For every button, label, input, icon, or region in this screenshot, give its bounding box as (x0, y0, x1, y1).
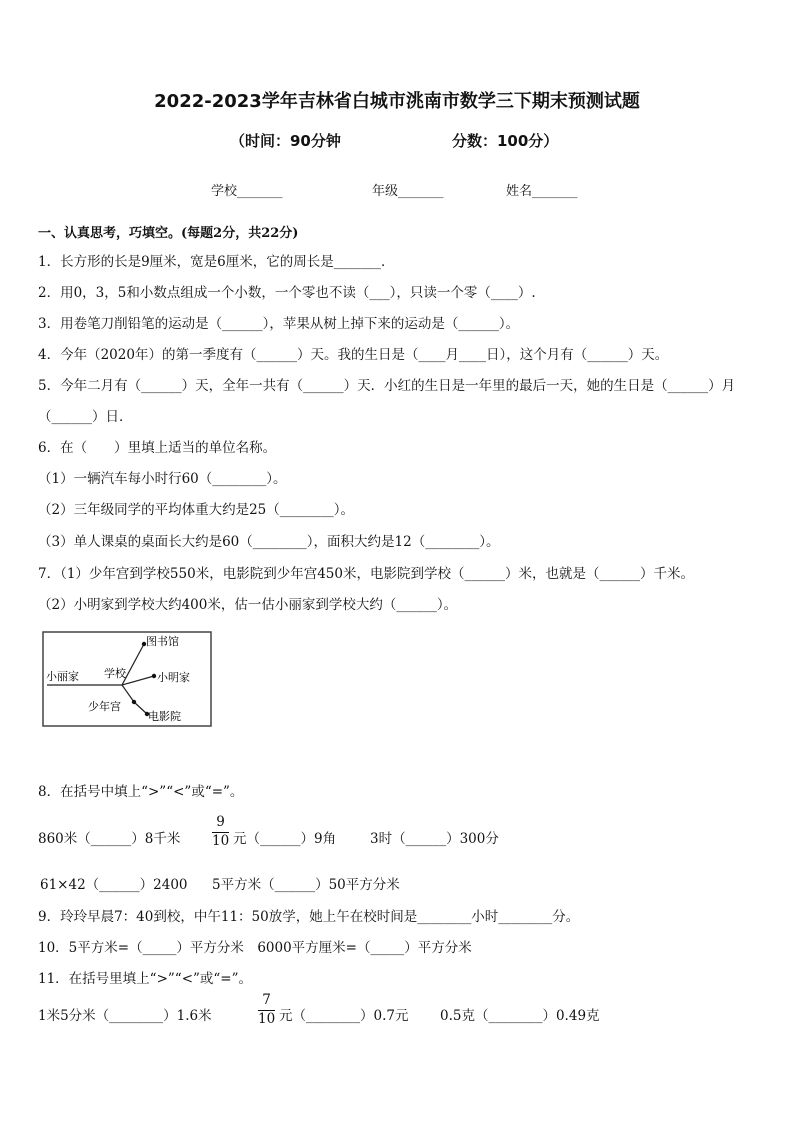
q8-fraction (212, 816, 229, 848)
road-youth-cinema (134, 702, 147, 714)
question-11: 11．在括号里填上“>”“<”或“=”。 (38, 971, 253, 987)
school-label: 学校 (104, 667, 126, 680)
road-school-youth (122, 685, 134, 702)
q8-item-b: 元（______）9角 (233, 831, 337, 847)
q11-fraction-numerator: 7 (258, 994, 275, 1011)
school-field: 学校_______ (211, 184, 283, 199)
q11-item-b: 元（________）0.7元 (279, 1008, 409, 1024)
q8-fraction-numerator: 9 (212, 816, 229, 833)
xiaoming-label: 小明家 (157, 671, 190, 684)
question-8: 8．在括号中填上“>”“<”或“=”。 (38, 784, 244, 800)
q8-item-d: 61×42（______）2400 (40, 877, 188, 893)
question-3: 3．用卷笔刀削铅笔的运动是（______），苹果从树上掉下来的运动是（______）。 (38, 316, 520, 332)
name-field: 姓名_______ (506, 184, 578, 199)
library-label: 图书馆 (146, 635, 179, 648)
question-10: 10．5平方米=（_____）平方分米 6000平方厘米=（_____）平方分米 (38, 940, 472, 956)
q8-item-a: 860米（______）8千米 (38, 831, 181, 847)
q8-item-e: 5平方米（______）50平方分米 (212, 877, 400, 893)
question-7-1: 7．（1）少年宫到学校550米，电影院到少年宫450米，电影院到学校（______）米，也就是（______）千米。 (38, 566, 694, 582)
q11-fraction (258, 994, 275, 1026)
question-4: 4．今年（2020年）的第一季度有（______）天。我的生日是（____月____日），这个月有（______）天。 (38, 347, 669, 363)
question-5-line-1: 5．今年二月有（______）天，全年一共有（______）天．小红的生日是一年里的最后一天，她的生日是（______）月 (38, 378, 736, 394)
exam-score: 分数：100分） (452, 132, 559, 150)
youth-dot (132, 700, 136, 704)
q11-item-a: 1米5分米（________）1.6米 (38, 1008, 212, 1024)
question-1: 1．长方形的长是9厘米，宽是6厘米，它的周长是_______． (38, 254, 395, 270)
xiaoli-label: 小丽家 (46, 670, 79, 683)
question-2: 2．用0，3，5和小数点组成一个小数，一个零也不读（___），只读一个零（____）. (38, 285, 536, 301)
question-7-2: （2）小明家到学校大约400米，估一估小丽家到学校大约（______）。 (38, 597, 458, 613)
section-heading: 一、认真思考，巧填空。(每题2分，共22分) (38, 226, 299, 241)
question-5-line-2: （______）日． (38, 409, 133, 425)
page-title: 2022-2023学年吉林省白城市洮南市数学三下期末预测试题 (154, 91, 640, 112)
q11-item-c: 0.5克（________）0.49克 (440, 1008, 600, 1024)
road-school-xiaoming (122, 676, 154, 685)
location-map (40, 628, 216, 730)
question-6-3: （3）单人课桌的桌面长大约是60（________），面积大约是12（________）。 (38, 534, 500, 550)
q11-fraction-denominator: 10 (258, 1010, 276, 1027)
cinema-label: 电影院 (148, 710, 181, 723)
question-6-2: （2）三年级同学的平均体重大约是25（________）。 (38, 502, 355, 518)
question-6: 6．在（ ）里填上适当的单位名称。 (38, 440, 277, 456)
question-6-1: （1）一辆汽车每小时行60（________）。 (38, 471, 287, 487)
xiaoming-dot (152, 674, 156, 678)
q8-item-c: 3时（______）300分 (370, 831, 499, 847)
q8-fraction-denominator: 10 (212, 832, 230, 849)
question-9: 9．玲玲早晨7：40到校，中午11：50放学，她上午在校时间是________小时________分。 (38, 909, 580, 925)
exam-time: （时间：90分钟 (230, 132, 341, 150)
youth-label: 少年宫 (88, 700, 121, 713)
grade-field: 年级_______ (372, 184, 444, 199)
